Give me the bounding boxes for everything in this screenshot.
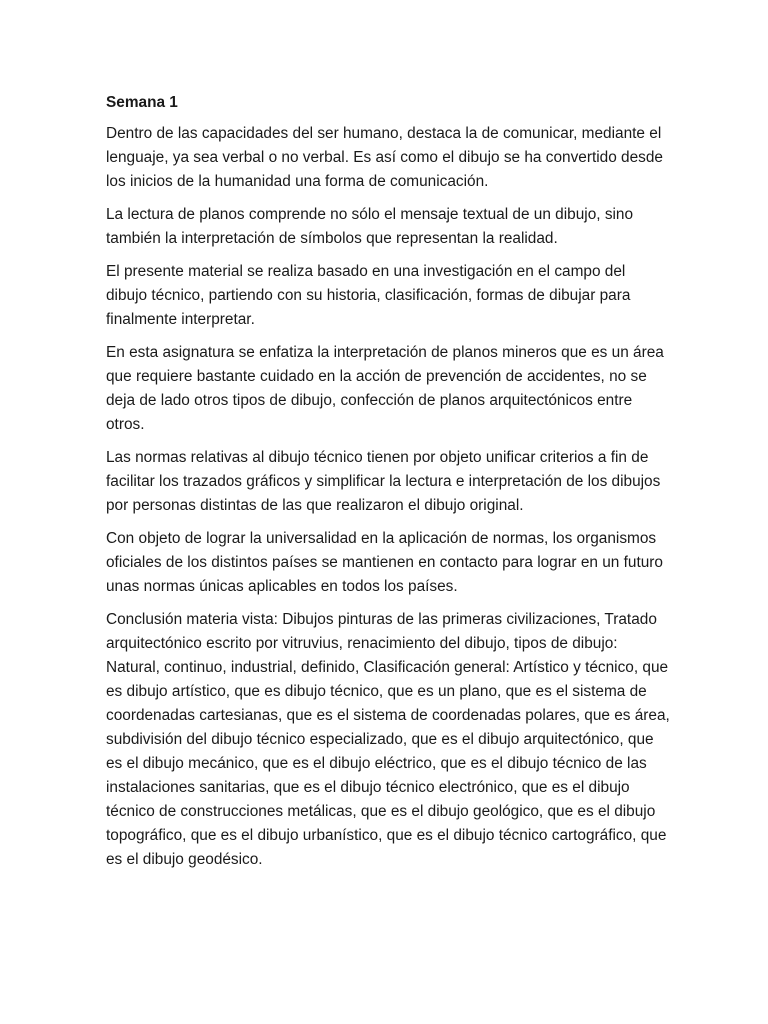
document-body — [106, 92, 670, 881]
paragraph: Con objeto de lograr la universalidad en la aplicación de normas, los organismos oficiales de los distintos países se mantienen en contacto para lograr en un futuro unas normas únicas aplicables en todos los países. — [106, 530, 663, 595]
document-heading: Semana 1 — [106, 94, 178, 111]
paragraph: En esta asignatura se enfatiza la interpretación de planos mineros que es un área que requiere bastante cuidado en la acción de prevención de accidentes, no se deja de lado otros tipos de dibujo, confección de planos arquitectónicos entre otros. — [106, 344, 664, 433]
paragraph: La lectura de planos comprende no sólo el mensaje textual de un dibujo, sino también la interpretación de símbolos que representan la realidad. — [106, 206, 634, 247]
paragraph: Conclusión materia vista: Dibujos pinturas de las primeras civilizaciones, Tratado arquitectónico escrito por vitruvius, renacimiento del dibujo, tipos de dibujo: Natural, continuo, industrial, definido, Clasificación general: Artístico y técnico, que es dibujo artístico, que es dibujo técnico, que es un plano, que es el sistema de coordenadas cartesianas, que es el sistema de coordenadas polares, que es área, subdivisión del dibujo técnico especializado, que es el dibujo arquitectónico, que es el dibujo mecánico, que es el dibujo eléctrico, que es el dibujo técnico de las instalaciones sanitarias, que es el dibujo técnico electrónico, que es el dibujo técnico de construcciones metálicas, que es el dibujo geológico, que es el dibujo topográfico, que es el dibujo urbanístico, que es el dibujo técnico cartográfico, que es el dibujo geodésico. — [106, 611, 670, 868]
paragraph: El presente material se realiza basado en una investigación en el campo del dibujo técnico, partiendo con su historia, clasificación, formas de dibujar para finalmente interpretar. — [106, 263, 631, 328]
paragraph: Las normas relativas al dibujo técnico tienen por objeto unificar criterios a fin de facilitar los trazados gráficos y simplificar la lectura e interpretación de los dibujos por personas distintas de las que realizaron el dibujo original. — [106, 449, 661, 514]
paragraph: Dentro de las capacidades del ser humano, destaca la de comunicar, mediante el lenguaje, ya sea verbal o no verbal. Es así como el dibujo se ha convertido desde los inicios de la humanidad una forma de comunicación. — [106, 125, 663, 190]
